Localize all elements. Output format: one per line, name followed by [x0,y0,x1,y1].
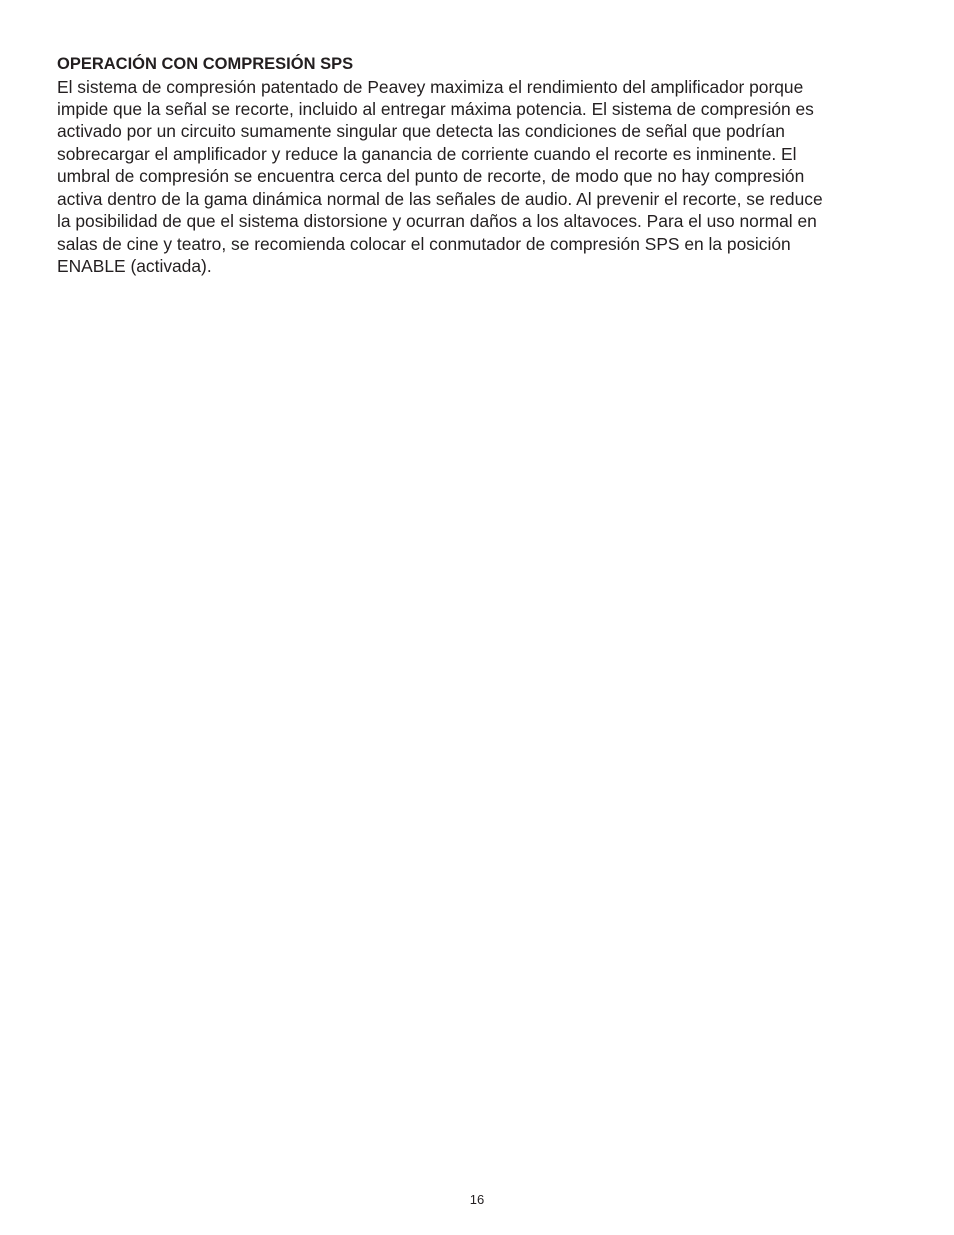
paragraph-line: El sistema de compresión patentado de Peavey maximiza el rendimiento del amplificador porque [57,76,804,97]
section-heading: OPERACIÓN CON COMPRESIÓN SPS [57,55,354,73]
sps-compression-section [57,53,897,278]
page-number: 16 [469,1192,485,1207]
paragraph-line: sobrecargar el amplificador y reduce la ganancia de corriente cuando el recorte es inminente. El [57,143,797,164]
paragraph-line: ENABLE (activada). [57,256,212,277]
paragraph-line: salas de cine y teatro, se recomienda colocar el conmutador de compresión SPS en la posición [57,233,791,254]
paragraph-line: la posibilidad de que el sistema distorsione y ocurran daños a los altavoces. Para el uso normal en [57,211,817,232]
paragraph-line: impide que la señal se recorte, incluido al entregar máxima potencia. El sistema de compresión es [57,98,814,119]
section-paragraph [57,76,897,278]
paragraph-line: activa dentro de la gama dinámica normal de las señales de audio. Al prevenir el recorte, se reduce [57,188,823,209]
paragraph-line: umbral de compresión se encuentra cerca del punto de recorte, de modo que no hay compresión [57,166,805,187]
paragraph-line: activado por un circuito sumamente singular que detecta las condiciones de señal que podrían [57,121,785,142]
